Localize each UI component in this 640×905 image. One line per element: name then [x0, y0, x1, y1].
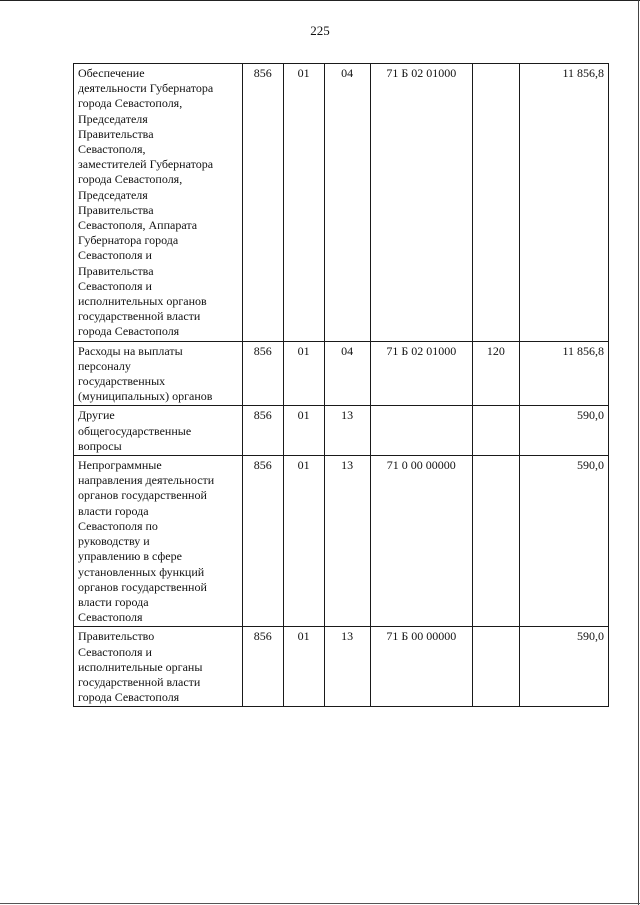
table-row: [74, 341, 609, 406]
target-article-code: 71 Б 00 00000: [370, 627, 472, 707]
amount: 590,0: [519, 406, 608, 456]
subsection-code: 04: [324, 341, 370, 406]
row-name-cell: [74, 456, 243, 627]
row-name-cell: [74, 341, 243, 406]
ministry-code: 856: [242, 341, 283, 406]
row-name-cell: [74, 406, 243, 456]
expense-type-code: [472, 406, 519, 456]
ministry-code: 856: [242, 627, 283, 707]
ministry-code: 856: [242, 64, 283, 342]
budget-table: [73, 63, 609, 707]
scan-edge-top: [0, 0, 640, 1]
row-name: Расходы на выплаты персоналу государственных (муниципальных) органов: [78, 343, 213, 404]
ministry-code: 856: [242, 406, 283, 456]
ministry-code: 856: [242, 456, 283, 627]
row-name: Правительство Севастополя и исполнительные органы государственной власти города Севастополя: [78, 629, 203, 705]
scan-edge-right: [638, 0, 639, 905]
subsection-code: 13: [324, 456, 370, 627]
amount: 590,0: [519, 627, 608, 707]
subsection-code: 13: [324, 627, 370, 707]
section-code: 01: [283, 406, 324, 456]
row-name-cell: [74, 64, 243, 342]
section-code: 01: [283, 341, 324, 406]
section-code: 01: [283, 64, 324, 342]
target-article-code: [370, 406, 472, 456]
target-article-code: 71 0 00 00000: [370, 456, 472, 627]
row-name: Обеспечение деятельности Губернатора города Севастополя, Председателя Правительства Севастополя, заместителей Губернатора города Севастополя, Председателя Правительства Севастополя, Аппарата Губернатора города Севастополя и Правительства Севастополя и исполнительных органов государственной власти города Севастополя: [78, 66, 214, 339]
table-row: [74, 627, 609, 707]
table-row: [74, 456, 609, 627]
expense-type-code: [472, 64, 519, 342]
expense-type-code: [472, 627, 519, 707]
section-code: 01: [283, 627, 324, 707]
subsection-code: 04: [324, 64, 370, 342]
scan-edge-bottom: [0, 903, 640, 904]
table-row: [74, 64, 609, 342]
amount: 11 856,8: [519, 341, 608, 406]
page-number: 225: [310, 23, 330, 38]
row-name-cell: [74, 627, 243, 707]
row-name: Другие общегосударственные вопросы: [78, 408, 192, 453]
target-article-code: 71 Б 02 01000: [370, 341, 472, 406]
section-code: 01: [283, 456, 324, 627]
amount: 590,0: [519, 456, 608, 627]
subsection-code: 13: [324, 406, 370, 456]
expense-type-code: [472, 456, 519, 627]
table-row: [74, 406, 609, 456]
amount: 11 856,8: [519, 64, 608, 342]
target-article-code: 71 Б 02 01000: [370, 64, 472, 342]
row-name: Непрограммные направления деятельности органов государственной власти города Севастополя по руководству и управлению в сфере установленных функций органов государственной власти города Севастополя: [78, 458, 215, 625]
expense-type-code: 120: [472, 341, 519, 406]
